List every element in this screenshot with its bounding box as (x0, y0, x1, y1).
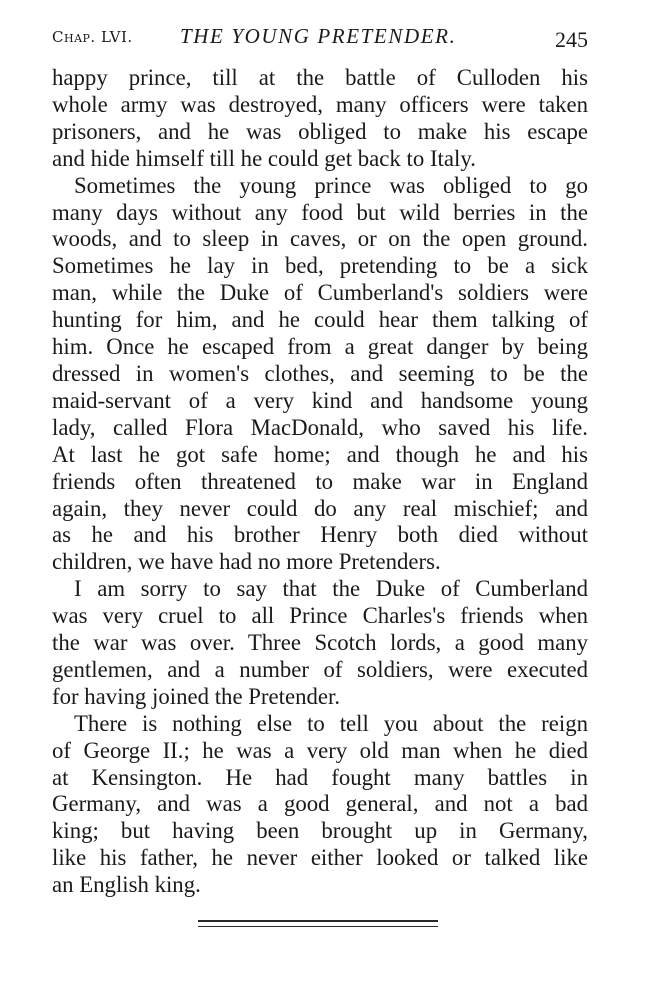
text-line: at Kensington. He had fought many battles in (52, 764, 588, 790)
text-line: prisoners, and he was obliged to make his escape (52, 118, 588, 144)
page-number: 245 (555, 27, 588, 52)
body-text (52, 65, 588, 899)
text-line: the war was over. Three Scotch lords, a good many (52, 630, 588, 656)
text-line: friends often threatened to make war in England (52, 468, 588, 494)
text-line: Germany, and was a good general, and not a bad (52, 791, 588, 817)
text-line: Sometimes he lay in bed, pretending to be a sick (52, 253, 588, 279)
running-head (52, 22, 588, 52)
text-line: him. Once he escaped from a great danger by being (52, 334, 588, 360)
chapter-label: Chap. LVI. (52, 28, 133, 46)
text-line: for having joined the Pretender. (52, 683, 341, 709)
text-line: gentlemen, and a number of soldiers, were executed (52, 656, 588, 682)
text-line: dressed in women's clothes, and seeming to be the (52, 360, 588, 386)
book-page (52, 22, 588, 899)
text-line: lady, called Flora MacDonald, who saved his life. (52, 414, 588, 440)
text-line: whole army was destroyed, many officers were taken (52, 91, 588, 117)
text-line: king; but having been brought up in Germany, (52, 818, 588, 844)
text-line: of George II.; he was a very old man when he died (52, 737, 588, 763)
text-line: hunting for him, and he could hear them talking of (52, 307, 588, 333)
text-line: maid-servant of a very kind and handsome young (52, 387, 588, 413)
text-line: again, they never could do any real mischief; and (52, 495, 588, 521)
text-line: an English king. (52, 872, 201, 898)
text-line: was very cruel to all Prince Charles's friends when (52, 603, 588, 629)
text-line: children, we have had no more Pretenders. (52, 549, 441, 575)
text-line: happy prince, till at the battle of Culloden his (52, 65, 588, 90)
text-line: man, while the Duke of Cumberland's soldiers were (52, 280, 588, 306)
text-line: There is nothing else to tell you about the reign (74, 710, 588, 736)
rule-line-bottom (198, 926, 438, 928)
text-line: and hide himself till he could get back to Italy. (52, 145, 476, 171)
end-of-chapter-rule (198, 920, 438, 927)
text-line: as he and his brother Henry both died without (52, 522, 588, 548)
text-line: I am sorry to say that the Duke of Cumberland (74, 576, 588, 602)
text-line: many days without any food but wild berries in the (52, 199, 588, 225)
rule-line-top (198, 920, 438, 922)
running-title: THE YOUNG PRETENDER. (180, 24, 457, 48)
text-line: At last he got safe home; and though he and his (52, 441, 588, 467)
text-line: woods, and to sleep in caves, or on the open ground. (52, 226, 588, 252)
text-line: Sometimes the young prince was obliged to go (74, 172, 588, 198)
text-line: like his father, he never either looked or talked like (52, 845, 588, 871)
